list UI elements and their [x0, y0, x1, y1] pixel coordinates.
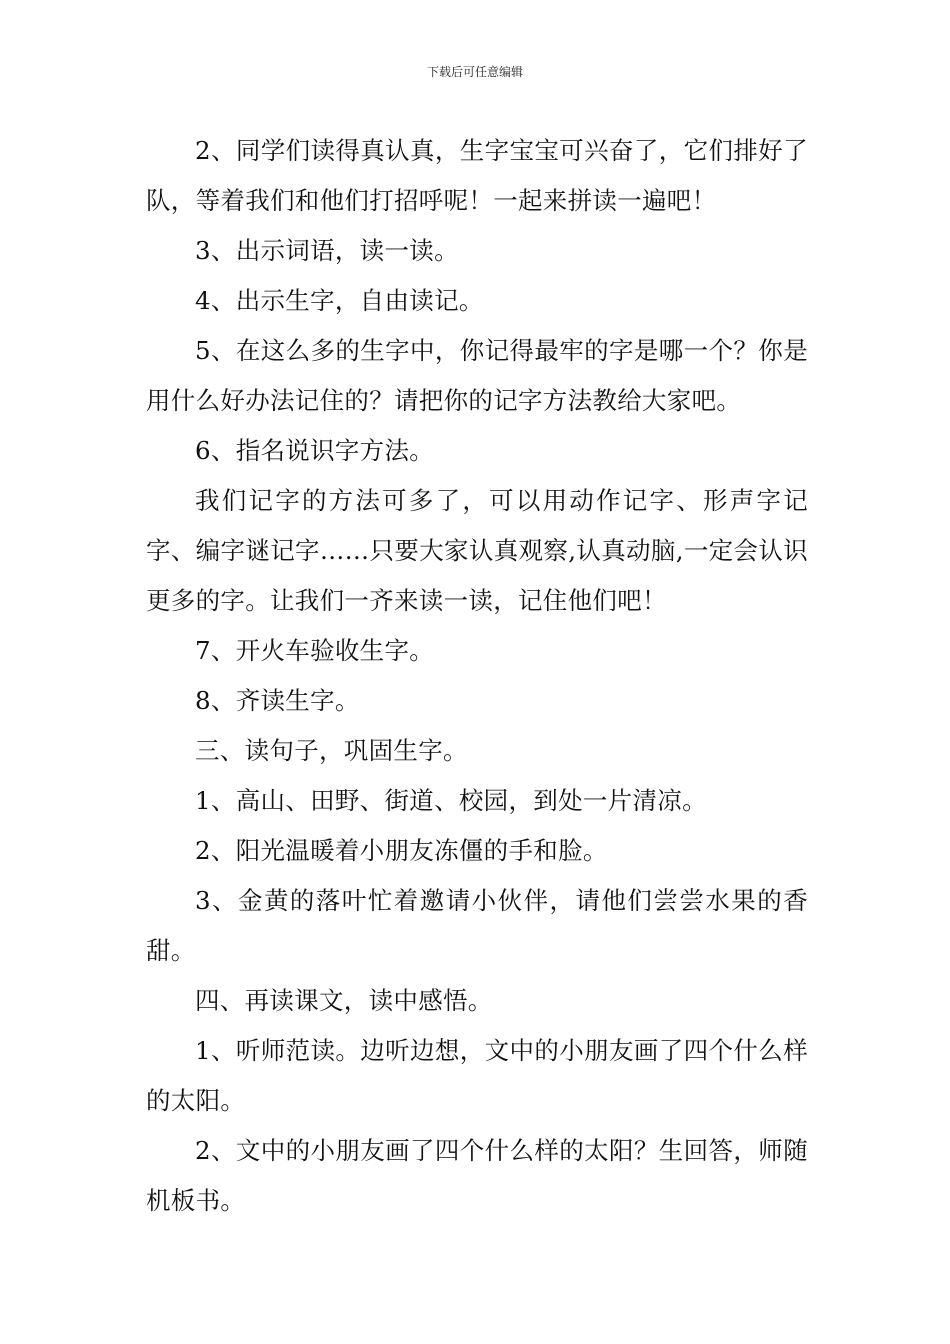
paragraph-1: 2、同学们读得真认真，生字宝宝可兴奋了，它们排好了队，等着我们和他们打招呼呢！一起来拼读一遍吧！	[146, 136, 808, 215]
section-heading-4: 四、再读课文，读中感悟。	[195, 986, 493, 1015]
paragraph-5: 6、指名说识字方法。	[195, 436, 435, 465]
paragraph-2: 3、出示词语，读一读。	[195, 236, 459, 265]
page-header-note: 下载后可任意编辑	[426, 65, 523, 79]
paragraph-14: 1、听师范读。边听边想，文中的小朋友画了四个什么样的太阳。	[146, 1036, 808, 1115]
paragraph-3: 4、出示生字，自由读记。	[195, 286, 484, 315]
section-heading-3: 三、读句子，巩固生字。	[195, 736, 468, 765]
paragraph-10: 1、高山、田野、街道、校园，到处一片清凉。	[195, 786, 707, 815]
paragraph-4: 5、在这么多的生字中，你记得最牢的字是哪一个？你是用什么好办法记住的？请把你的记字方法教给大家吧。	[146, 336, 808, 415]
document-body	[146, 126, 808, 1226]
paragraph-11: 2、阳光温暖着小朋友冻僵的手和脸。	[195, 836, 608, 865]
paragraph-8: 8、齐读生字。	[195, 686, 360, 715]
paragraph-7: 7、开火车验收生字。	[195, 636, 435, 665]
paragraph-15: 2、文中的小朋友画了四个什么样的太阳？生回答，师随机板书。	[146, 1136, 808, 1215]
paragraph-6: 我们记字的方法可多了，可以用动作记字、形声字记字、编字谜记字……只要大家认真观察,认真动脑,一定会认识更多的字。让我们一齐来读一读，记住他们吧！	[146, 486, 808, 615]
paragraph-12: 3、金黄的落叶忙着邀请小伙伴，请他们尝尝水果的香甜。	[146, 886, 808, 965]
